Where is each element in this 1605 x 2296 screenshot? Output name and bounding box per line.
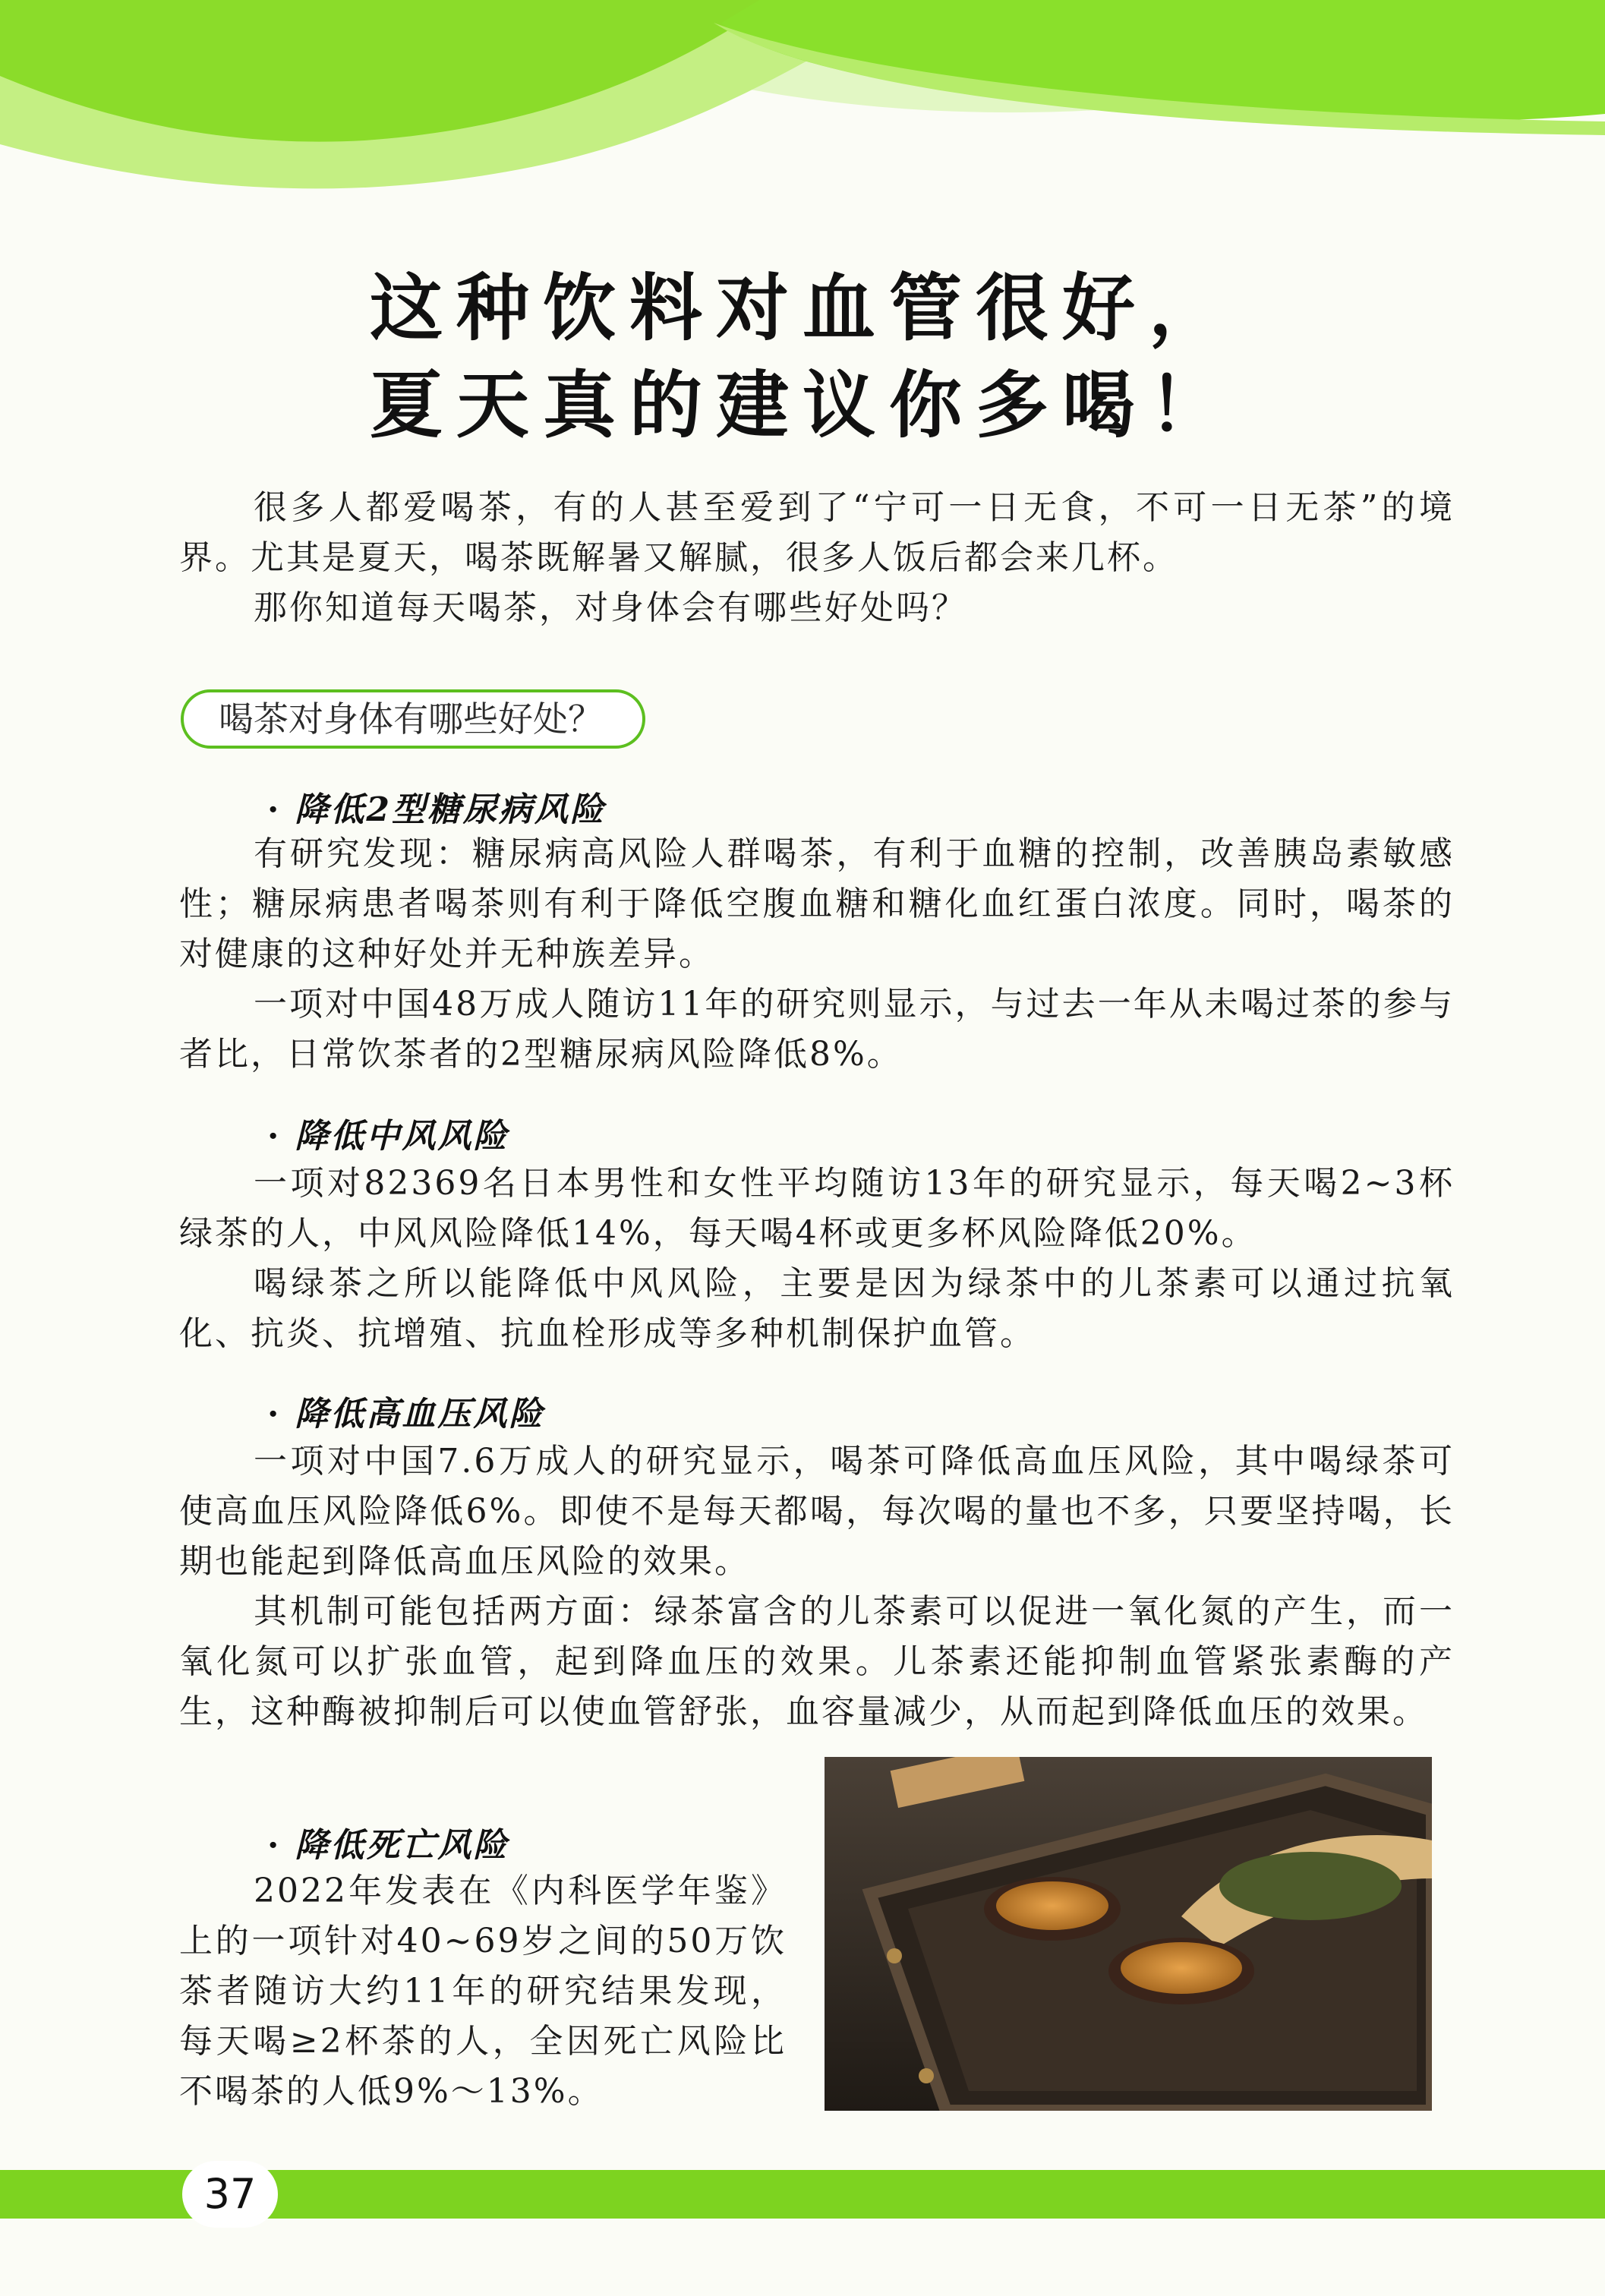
heading-text: 降低2型糖尿病风险 <box>295 790 606 829</box>
section-tag-benefits: 喝茶对身体有哪些好处？ <box>181 689 645 749</box>
mortality-paragraph: 2022年发表在《内科医学年鉴》上的一项针对40~69岁之间的50万饮茶者随访大约11年的研究结果发现，每天喝≥2杯茶的人，全因死亡风险比不喝茶的人低9%～13%。 <box>179 1872 787 2111</box>
intro-question: 那你知道每天喝茶，对身体会有哪些好处吗？ <box>254 588 967 627</box>
page-number: 37 <box>182 2161 278 2228</box>
page-title-line-2: 夏天真的建议你多喝！ <box>370 362 1235 448</box>
hypertension-paragraph-1: 一项对中国7.6万成人的研究显示，喝茶可降低高血压风险，其中喝绿茶可使高血压风险降低6%。即使不是每天都喝，每次喝的量也不多，只要坚持喝，长期也能起到降低高血压风险的效果。 <box>179 1442 1455 1581</box>
section-heading-hypertension <box>267 1386 544 1435</box>
bullet-icon: · <box>267 790 282 829</box>
hypertension-paragraph-2: 其机制可能包括两方面：绿茶富含的儿茶素可以促进一氧化氮的产生，而一氧化氮可以扩张血管，起到降血压的效果。儿茶素还能抑制血管紧张素酶的产生，这种酶被抑制后可以使血管舒张，血容量减少，从而起到降低血压的效果。 <box>179 1592 1455 1731</box>
section-heading-stroke <box>267 1109 509 1157</box>
section-heading-diabetes <box>267 782 606 831</box>
bullet-icon: · <box>267 1117 282 1156</box>
heading-text: 降低死亡风险 <box>295 1826 509 1865</box>
diabetes-paragraph-2: 一项对中国48万成人随访11年的研究则显示，与过去一年从未喝过茶的参与者比，日常饮茶者的2型糖尿病风险降低8%。 <box>179 985 1455 1074</box>
stroke-paragraph-2: 喝绿茶之所以能降低中风风险，主要是因为绿茶中的儿茶素可以通过抗氧化、抗炎、抗增殖、抗血栓形成等多种机制保护血管。 <box>179 1264 1455 1353</box>
diabetes-paragraph-1: 有研究发现：糖尿病高风险人群喝茶，有利于血糖的控制，改善胰岛素敏感性；糖尿病患者喝茶则有利于降低空腹血糖和糖化血红蛋白浓度。同时，喝茶的对健康的这种好处并无种族差异。 <box>179 834 1455 973</box>
bullet-icon: · <box>267 1395 282 1433</box>
heading-text: 降低中风风险 <box>295 1117 509 1156</box>
stroke-paragraph-1: 一项对82369名日本男性和女性平均随访13年的研究显示，每天喝2~3杯绿茶的人，中风风险降低14%，每天喝4杯或更多杯风险降低20%。 <box>179 1164 1455 1253</box>
header-wave-decoration <box>0 0 1605 251</box>
bullet-icon: · <box>267 1826 282 1865</box>
intro-paragraph: 很多人都爱喝茶，有的人甚至爱到了“宁可一日无食，不可一日无茶”的境界。尤其是夏天，喝茶既解暑又解腻，很多人饭后都会来几杯。 <box>179 488 1455 577</box>
tea-tray-photo <box>825 1757 1432 2111</box>
heading-text: 降低高血压风险 <box>295 1395 545 1433</box>
page-title-line-1: 这种饮料对血管很好， <box>370 265 1235 351</box>
section-heading-mortality <box>267 1818 509 1866</box>
